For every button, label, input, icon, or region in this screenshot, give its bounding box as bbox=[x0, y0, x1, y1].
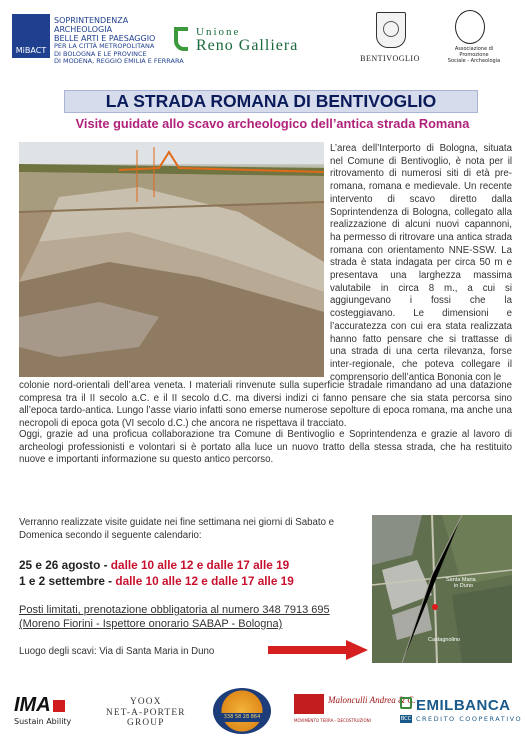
association-line: Sociale - Archeologia bbox=[447, 58, 501, 64]
map-label: Santa Maria bbox=[446, 577, 476, 583]
emilbanca-wordmark: EMILBANCA bbox=[416, 697, 511, 714]
soprintendenza-line: BELLE ARTI E PAESAGGIO bbox=[54, 34, 156, 43]
soprintendenza-line: ARCHEOLOGIA bbox=[54, 25, 113, 34]
visit-days: 1 e 2 settembre - bbox=[19, 574, 116, 588]
emilbanca-mark-icon bbox=[400, 697, 412, 709]
soprintendenza-line: PER LA CITTÀ METROPOLITANA bbox=[54, 42, 155, 50]
reno-galliera-label: Reno Galliera bbox=[196, 37, 299, 54]
yoox-line: NET-A-PORTER bbox=[106, 707, 186, 718]
intro-text-continued: colonie nord-orientali dell’area veneta. I materiali rinvenute sulla superficie stradale rimandano ad una datazione compresa tra il II secolo a.C. e il II secolo d.C. ma diversi indizi ci fanno pensare che sia stata percorsa sino all’epoca tardo-antica. Lungo l’asse viario infatti sono emerse numerose sepolture di epoca romana, ma anche una necropoli di epoca gota (VI secolo d.C.) che ancora ne rispettava il tracciato. bbox=[19, 380, 512, 430]
unione-mark-icon bbox=[174, 27, 188, 51]
booking-info bbox=[19, 603, 330, 631]
association-line: Associazione di Promozione bbox=[454, 46, 494, 58]
bcc-badge: BCC bbox=[400, 716, 412, 722]
ima-logo bbox=[14, 694, 65, 717]
ima-wordmark: IMA bbox=[14, 694, 51, 716]
sponsor-badge-phone: 338 58 28 864 bbox=[218, 713, 266, 722]
soprintendenza-line: SOPRINTENDENZA bbox=[54, 16, 129, 25]
malonculli-name: Malonculli Andrea & C. bbox=[328, 695, 416, 705]
emilbanca-tagline: CREDITO COOPERATIVO bbox=[416, 715, 523, 723]
visit-times: dalle 10 alle 12 e dalle 17 alle 19 bbox=[110, 558, 290, 572]
association-logo-icon bbox=[455, 10, 485, 44]
association-text bbox=[446, 46, 502, 64]
visits-paragraph: Verranno realizzate visite guidate nei fine settimana nei giorni di Sabato e Domenica secondo il seguente calendario: bbox=[19, 517, 335, 541]
excavation-photo bbox=[19, 142, 324, 377]
booking-contact: (Moreno Fiorini - Ispettore onorario SABAP - Bologna) bbox=[19, 618, 283, 630]
yoox-logo bbox=[106, 697, 186, 729]
malonculli-tagline: MOVIMENTO TERRA - DECOSTRUZIONI bbox=[294, 718, 371, 723]
page-title: LA STRADA ROMANA DI BENTIVOGLIO bbox=[64, 90, 478, 113]
comune-label: BENTIVOGLIO bbox=[360, 54, 420, 63]
collaboration-paragraph: Oggi, grazie ad una proficua collaborazione tra Comune di Bentivoglio e Soprintendenza e grazie al lavoro di archeologi professionisti e volontari si è portato alla luce un nuovo tratto della stessa strada, che ha restituito nuove e importanti informazione su questo antico percorso. bbox=[19, 429, 512, 466]
bull-icon bbox=[294, 694, 324, 714]
soprintendenza-line: DI MODENA, REGGIO EMILIA E FERRARA bbox=[54, 57, 184, 65]
page-subtitle: Visite guidate allo scavo archeologico dell’antica strada Romana bbox=[75, 116, 470, 131]
visit-date-row bbox=[19, 558, 289, 572]
yoox-line: GROUP bbox=[127, 718, 165, 728]
ima-tagline: Sustain Ability bbox=[14, 717, 72, 726]
soprintendenza-line: DI BOLOGNA E LE PROVINCE bbox=[54, 49, 147, 58]
soprintendenza-logo-text bbox=[54, 16, 184, 66]
visit-days: 25 e 26 agosto - bbox=[19, 558, 111, 572]
ima-mark-icon bbox=[53, 700, 65, 712]
location-map bbox=[372, 515, 512, 663]
location-text: Luogo degli scavi: Via di Santa Maria in Duno bbox=[19, 646, 215, 657]
sponsor-badge-icon bbox=[213, 688, 271, 734]
visit-date-row bbox=[19, 574, 294, 588]
intro-text-right: L’area dell’Interporto di Bologna, situata nel Comune di Bentivoglio, è nota per il ritrovamento di numerosi siti di età pre-romana, romana e medievale. Un recente intervento di scavo diretto dalla Soprintendenza di Bologna, collegato alla realizzazione di alcuni nuovi capannoni, ha permesso di ritrovare una antica strada romana con orientamento NNE-SSW. La strada è stata indagata per circa 50 m e presentava una larghezza massima valutabile in circa 8 m., a cui si aggiungevano i fossi che la costeggiavano. Le dimensioni e l’accuratezza con cui era stata realizzata hanno fatto pensare che si trattasse di una strada di una certa rilevanza, forse inter-regionale, che poteva collegare il comprensorio dell’antica Bononia con le bbox=[330, 143, 512, 383]
arrow-right-icon bbox=[268, 640, 368, 664]
unione-label: Unione bbox=[196, 26, 241, 38]
yoox-line: YOOX bbox=[129, 697, 162, 707]
map-label: Castagnolino bbox=[428, 637, 461, 643]
booking-line: Posti limitati, prenotazione obbligatoria al numero 348 7913 695 bbox=[19, 604, 330, 616]
mibact-logo: MiBACT bbox=[12, 14, 50, 58]
bentivoglio-crest-icon bbox=[376, 12, 406, 48]
visit-times: dalle 10 alle 12 e dalle 17 alle 19 bbox=[115, 574, 294, 588]
map-label: in Duno bbox=[454, 583, 473, 589]
